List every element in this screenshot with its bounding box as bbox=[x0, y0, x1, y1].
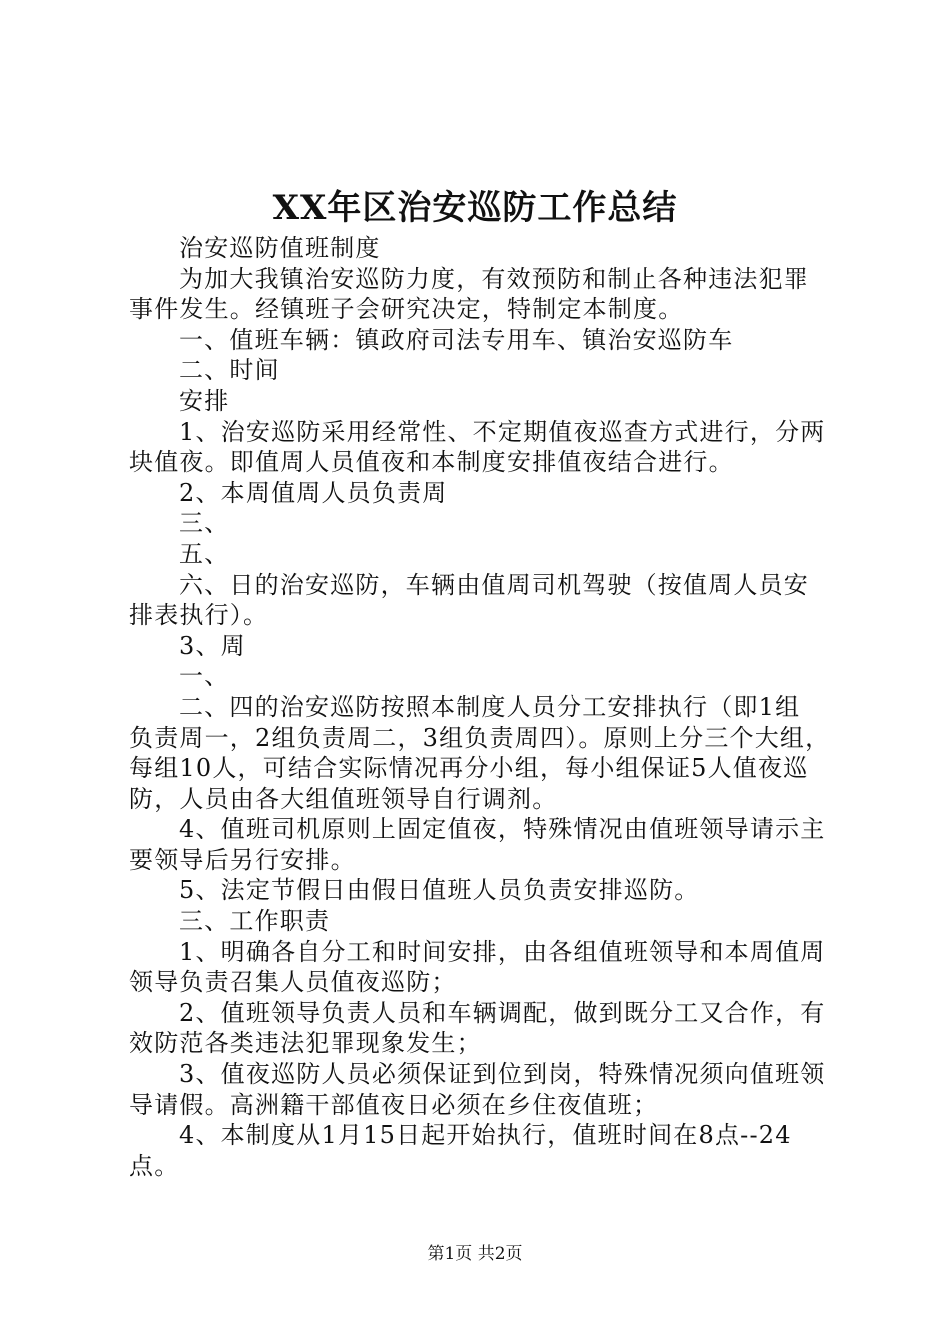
paragraph-line: 3、值夜巡防人员必须保证到位到岗，特殊情况须向值班领 bbox=[179, 1060, 826, 1089]
paragraph-line: 导请假。高洲籍干部值夜日必须在乡住夜值班； bbox=[129, 1090, 659, 1119]
paragraph-line: 三、工作职责 bbox=[179, 907, 331, 936]
paragraph-line: 2、本周值周人员负责周 bbox=[179, 478, 448, 507]
paragraph-line: 负责周一，2组负责周二，3组负责周四）。原则上分三个大组， bbox=[129, 723, 831, 752]
paragraph-line: 五、 bbox=[179, 539, 230, 568]
paragraph-line: 效防范各类违法犯罪现象发生； bbox=[129, 1029, 482, 1058]
document-body bbox=[129, 233, 835, 1181]
paragraph-line: 每组10人，可结合实际情况再分小组，每小组保证5人值夜巡 bbox=[129, 754, 809, 783]
page-footer: 第1页 共2页 bbox=[427, 1244, 523, 1264]
paragraph-line: 安排 bbox=[179, 386, 230, 415]
paragraph-line: 5、法定节假日由假日值班人员负责安排巡防。 bbox=[179, 876, 700, 905]
paragraph-line: 点。 bbox=[129, 1151, 180, 1180]
paragraph-line: 一、值班车辆：镇政府司法专用车、镇治安巡防车 bbox=[179, 325, 734, 354]
paragraph-line: 4、本制度从1月15日起开始执行，值班时间在8点--24 bbox=[179, 1121, 792, 1150]
paragraph-line: 4、值班司机原则上固定值夜，特殊情况由值班领导请示主 bbox=[179, 815, 826, 844]
paragraph-line: 领导负责召集人员值夜巡防； bbox=[129, 968, 457, 997]
paragraph-line: 2、值班领导负责人员和车辆调配，做到既分工又合作，有 bbox=[179, 998, 826, 1027]
paragraph-line: 六、日的治安巡防，车辆由值周司机驾驶（按值周人员安 bbox=[179, 570, 809, 599]
paragraph-line: 事件发生。经镇班子会研究决定，特制定本制度。 bbox=[129, 295, 684, 324]
paragraph-line: 排表执行）。 bbox=[129, 601, 269, 630]
paragraph-line: 3、周 bbox=[179, 631, 246, 660]
paragraph-line: 二、时间 bbox=[179, 356, 280, 385]
paragraph-line: 要领导后另行安排。 bbox=[129, 845, 356, 874]
paragraph-line: 1、明确各自分工和时间安排，由各组值班领导和本周值周 bbox=[179, 937, 826, 966]
paragraph-line: 1、治安巡防采用经常性、不定期值夜巡查方式进行，分两 bbox=[179, 417, 826, 446]
paragraph-line: 块值夜。即值周人员值夜和本制度安排值夜结合进行。 bbox=[129, 448, 734, 477]
paragraph-line: 二、四的治安巡防按照本制度人员分工安排执行（即1组 bbox=[179, 692, 801, 721]
paragraph-line: 三、 bbox=[179, 509, 230, 538]
document-title: XX年区治安巡防工作总结 bbox=[272, 188, 678, 228]
paragraph-line: 一、 bbox=[179, 662, 230, 691]
paragraph-line: 防，人员由各大组值班领导自行调剂。 bbox=[129, 784, 558, 813]
paragraph-line: 为加大我镇治安巡防力度，有效预防和制止各种违法犯罪 bbox=[179, 264, 809, 293]
paragraph-line: 治安巡防值班制度 bbox=[179, 234, 381, 262]
